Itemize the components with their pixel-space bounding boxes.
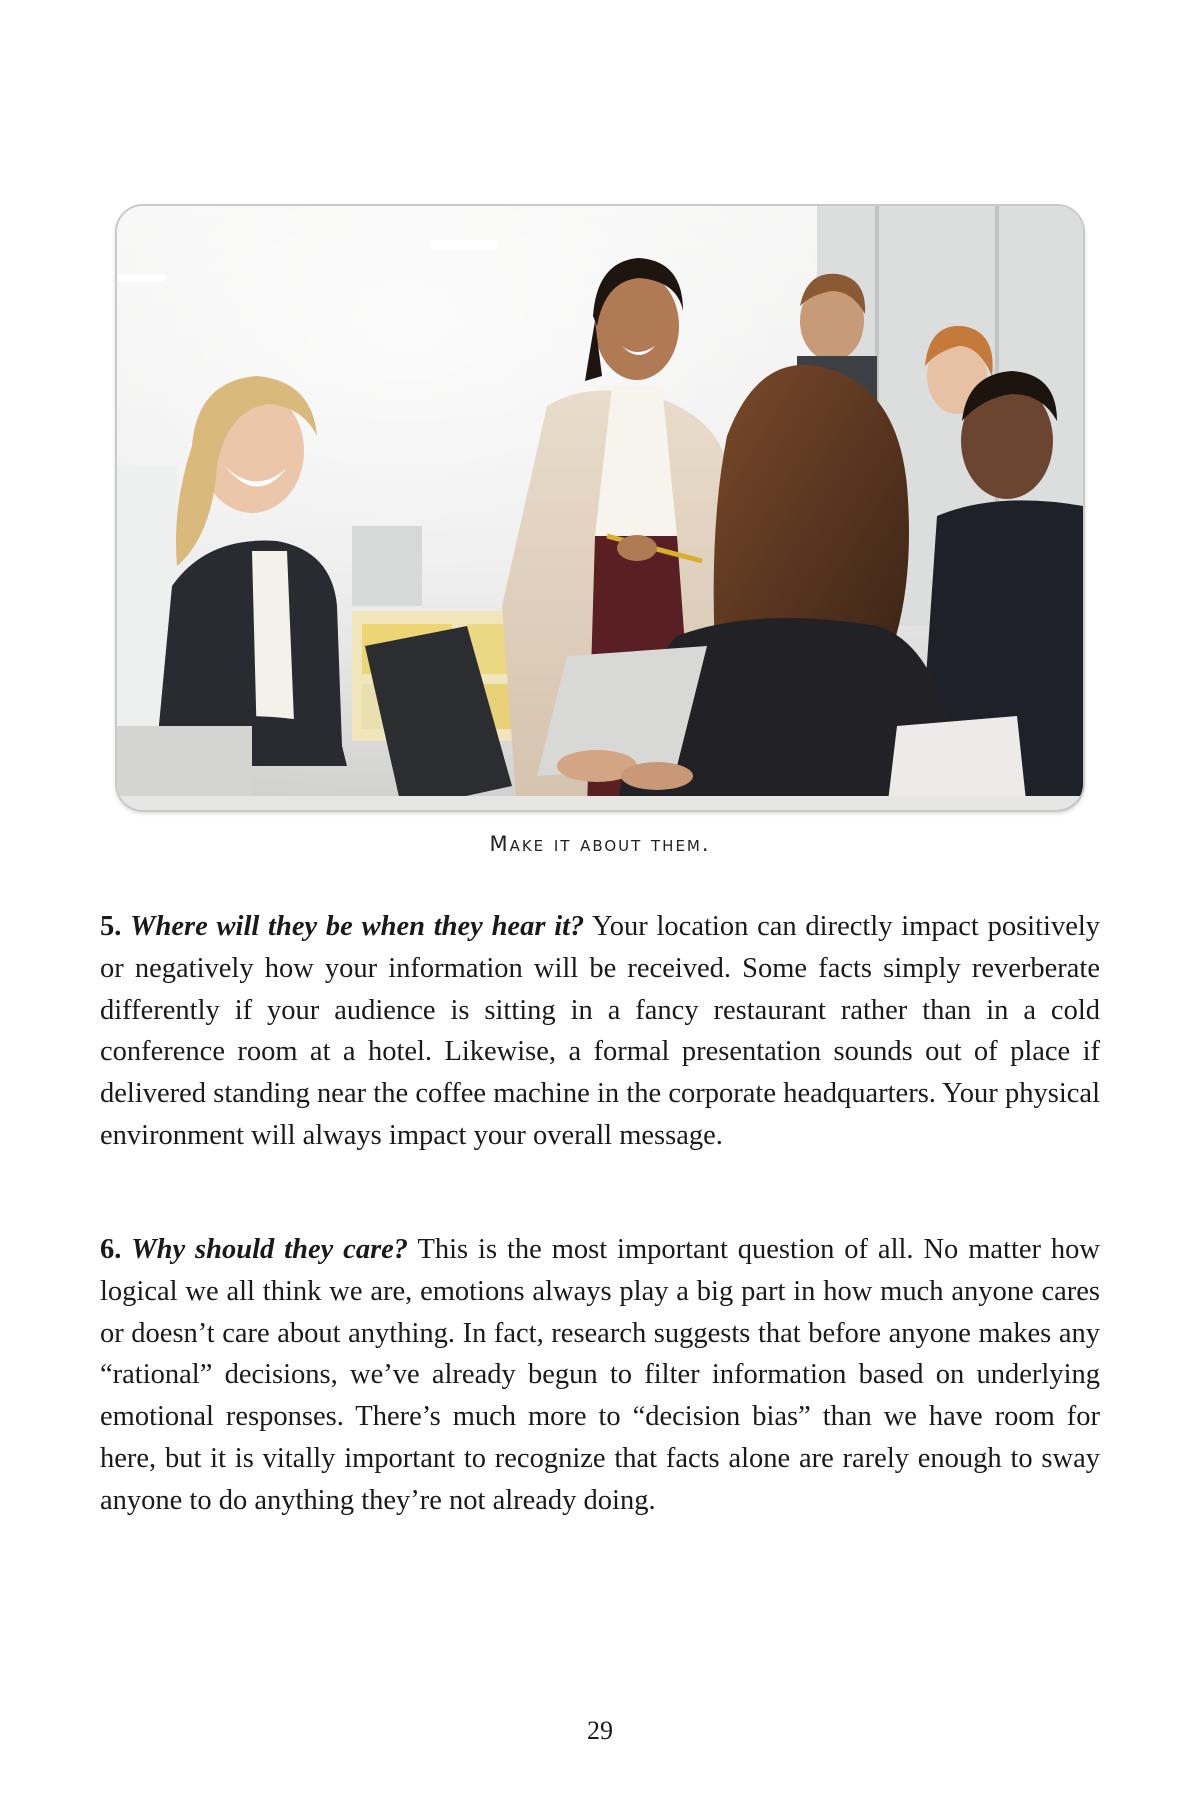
- figure-caption: Make it about them.: [489, 832, 711, 856]
- section-6-body: This is the most important question of all. No matter how logical we all think we are, emotions always play a big part in how much anyone cares or doesn’t care about anything. In fact, research suggests that before anyone makes any “rational” decisions, we’ve already begun to filter information based on underlying emotional responses. There’s much more to “decision bias” than we have room for here, but it is vitally important to recognize that facts alone are rarely enough to sway anyone to do anything they’re not already doing.: [100, 1234, 1101, 1516]
- section-5-number: 5.: [100, 911, 122, 942]
- section-6-question: Why should they care?: [131, 1234, 409, 1265]
- section-6-number: 6.: [100, 1234, 122, 1265]
- page-number: 29: [587, 1716, 613, 1745]
- section-6-paragraph: [100, 1229, 1100, 1522]
- meeting-photo: [117, 206, 1083, 810]
- section-5-question: Where will they be when they hear it?: [130, 911, 585, 942]
- section-5-body: Your location can directly impact positively or negatively how your information will be received. Some facts simply reverberate differently if your audience is sitting in a fancy restaurant rather than in a cold conference room at a hotel. Likewise, a formal presentation sounds out of place if delivered standing near the coffee machine in the corporate headquarters. Your physical environment will always impact your overall message.: [100, 911, 1101, 1151]
- section-5-paragraph: [100, 906, 1100, 1157]
